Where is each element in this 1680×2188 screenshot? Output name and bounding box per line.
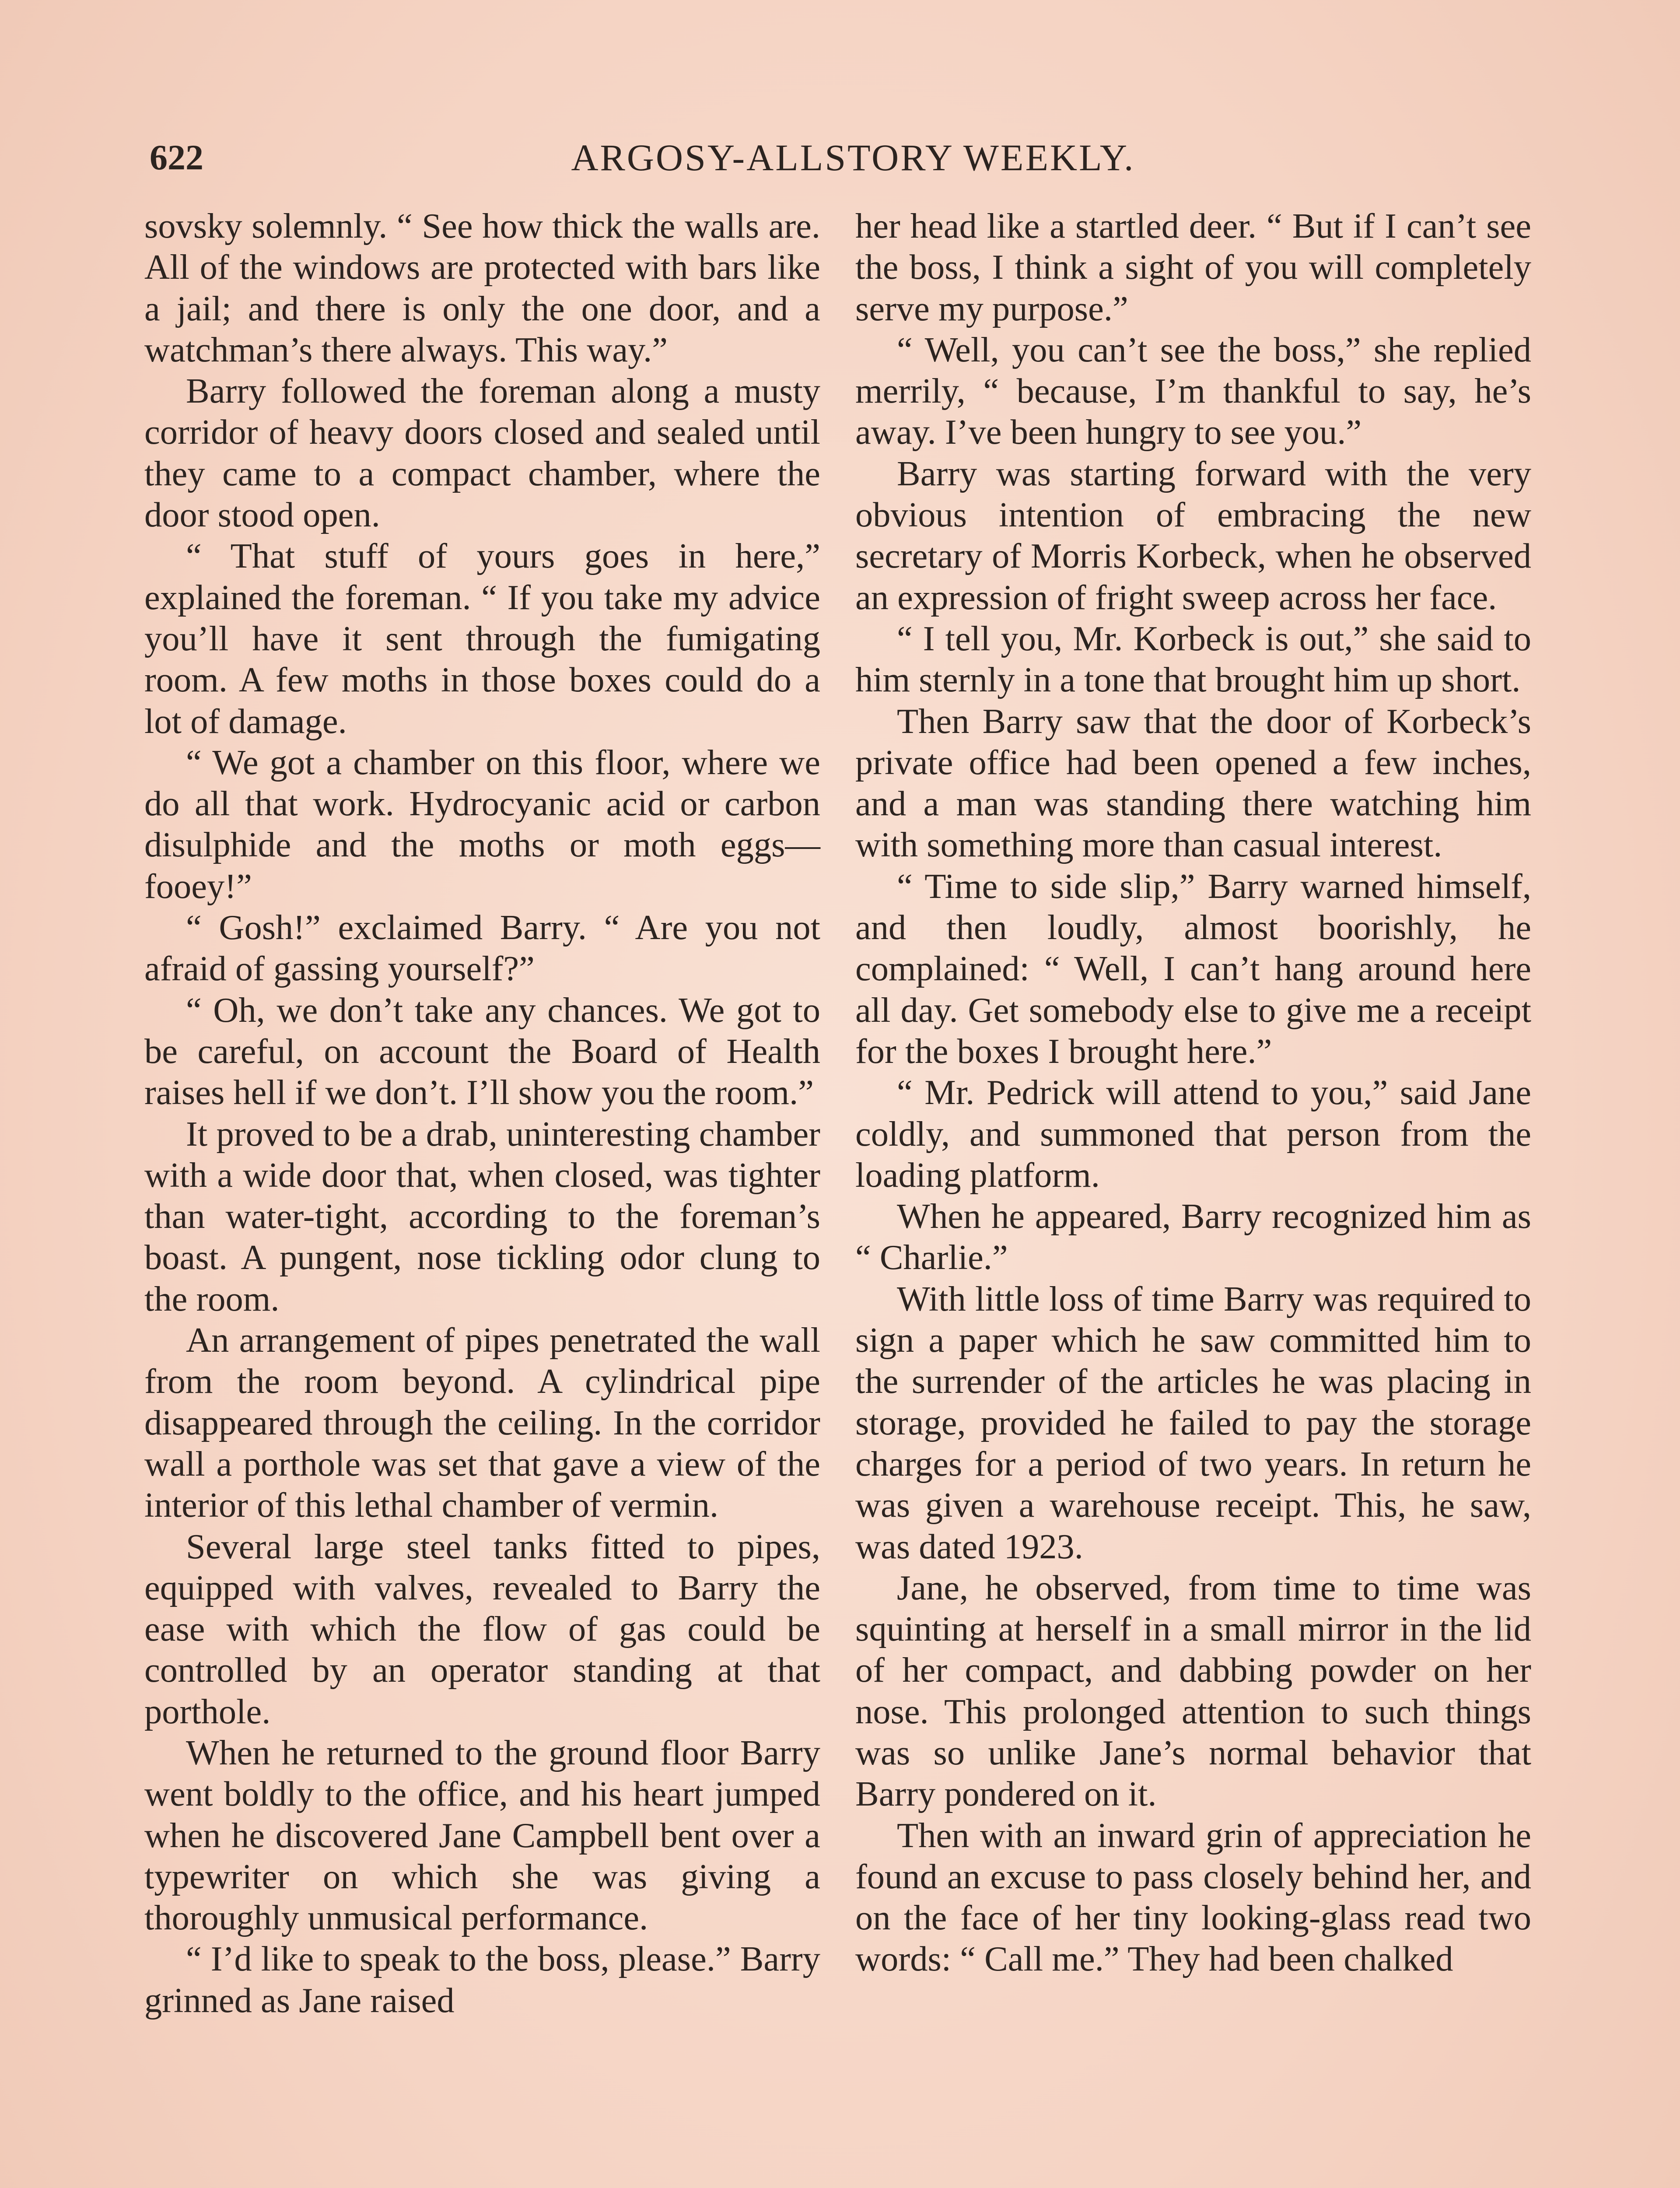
- text-column-left: [144, 206, 820, 2021]
- text-column-right: [855, 206, 1531, 1980]
- page-header: [144, 131, 1562, 184]
- paragraph: “ I’d like to speak to the boss, please.” Barry grinned as Jane raised: [144, 1939, 820, 2020]
- paragraph: When he appeared, Barry recognized him as “ Charlie.”: [855, 1197, 1531, 1277]
- paragraph: When he returned to the ground floor Barry went boldly to the office, and his heart jumped when he discovered Jane Campbell bent over a typewriter on which she was giving a thoroughly unmusical performance.: [144, 1733, 820, 1938]
- paragraph: “ Gosh!” exclaimed Barry. “ Are you not afraid of gassing yourself?”: [144, 908, 820, 989]
- paragraph: her head like a startled deer. “ But if I can’t see the boss, I think a sight of you will completely serve my purpose.”: [855, 207, 1531, 328]
- running-title: ARGOSY-ALLSTORY WEEKLY.: [571, 137, 1135, 179]
- paragraph: Barry followed the foreman along a musty corridor of heavy doors closed and sealed until they came to a compact chamber, where the door stood open.: [144, 372, 820, 535]
- paragraph: Then with an inward grin of appreciation he found an excuse to pass closely behind her, and on the face of her tiny looking-glass read two words: “ Call me.” They had been chalked: [855, 1816, 1531, 1979]
- paragraph: With little loss of time Barry was required to sign a paper which he saw committed him to the surrender of the articles he was placing in storage, provided he failed to pay the storage charges for a period of two years. In return he was given a warehouse receipt. This, he saw, was dated 1923.: [855, 1279, 1531, 1566]
- page-number: 622: [150, 137, 203, 177]
- paragraph: Jane, he observed, from time to time was squinting at herself in a small mirror in the lid of her compact, and dabbing powder on her nose. This prolonged attention to such things was so unlike Jane’s normal behavior that Barry pondered on it.: [855, 1568, 1531, 1814]
- paragraph: “ Oh, we don’t take any chances. We got to be careful, on account the Board of Health raises hell if we don’t. I’ll show you the room.”: [144, 990, 820, 1112]
- paragraph: An arrangement of pipes penetrated the wall from the room beyond. A cylindrical pipe disappeared through the ceiling. In the corridor wall a porthole was set that gave a view of the interior of this lethal chamber of vermin.: [144, 1321, 820, 1525]
- paragraph: Then Barry saw that the door of Korbeck’s private office had been opened a few inches, and a man was standing there watching him with something more than casual interest.: [855, 701, 1531, 865]
- paragraph: “ We got a chamber on this floor, where we do all that work. Hydrocyanic acid or carbon disulphide and the moths or moth eggs—fooey!”: [144, 743, 820, 906]
- paragraph: “ That stuff of yours goes in here,” explained the foreman. “ If you take my advice you’ll have it sent through the fumigating room. A few moths in those boxes could do a lot of damage.: [144, 536, 820, 741]
- paragraph: sovsky solemnly. “ See how thick the walls are. All of the windows are protected with bars like a jail; and there is only the one door, and a watchman’s there always. This way.”: [144, 207, 820, 369]
- paragraph: Barry was starting forward with the very obvious intention of embracing the new secretary of Morris Korbeck, when he observed an expression of fright sweep across her face.: [855, 454, 1531, 617]
- paragraph: It proved to be a drab, uninteresting chamber with a wide door that, when closed, was tighter than water-tight, according to the foreman’s boast. A pungent, nose tickling odor clung to the room.: [144, 1114, 820, 1318]
- paragraph: “ I tell you, Mr. Korbeck is out,” she said to him sternly in a tone that brought him up short.: [855, 619, 1531, 700]
- paragraph: “ Mr. Pedrick will attend to you,” said Jane coldly, and summoned that person from the loading platform.: [855, 1073, 1531, 1195]
- paragraph: “ Time to side slip,” Barry warned himself, and then loudly, almost boorishly, he complained: “ Well, I can’t hang around here all day. Get somebody else to give me a receipt for the boxes I brought here.”: [855, 866, 1531, 1071]
- paragraph: “ Well, you can’t see the boss,” she replied merrily, “ because, I’m thankful to say, he’s away. I’ve been hungry to see you.”: [855, 330, 1531, 452]
- paragraph: Several large steel tanks fitted to pipes, equipped with valves, revealed to Barry the ease with which the flow of gas could be controlled by an operator standing at that porthole.: [144, 1527, 820, 1731]
